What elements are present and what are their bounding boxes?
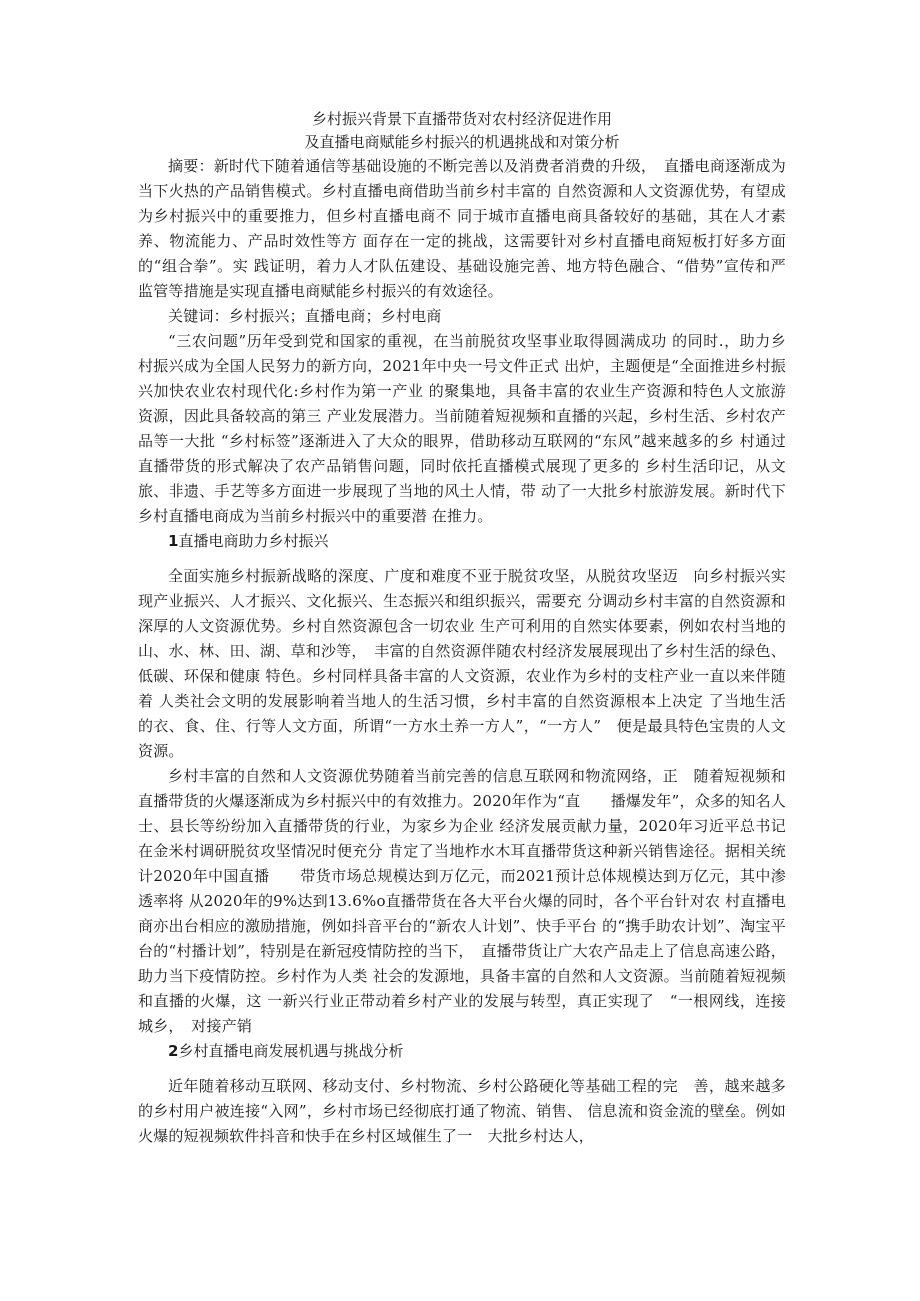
section-2-number: 2 [168,1042,179,1060]
section-1-title: 直播电商助力乡村振兴 [178,532,329,550]
section-2-paragraph-1: 近年随着移动互联网、移动支付、乡村物流、乡村公路硬化等基础工程的完 善，越来越多的乡村用户被连接“入网”，乡村市场已经彻底打通了物流、销售、 信息流和资金流的壁垒。例如火爆的短视频软件抖音和快手在乡村区域催生了一 大批乡村达人， [138,1077,786,1145]
document-title-line-1: 乡村振兴背景下直播带货对农村经济促进作用 [311,110,612,128]
section-2-title: 乡村直播电商发展机遇与挑战分析 [178,1042,404,1060]
section-1-paragraph-2: 乡村丰富的自然和人文资源优势随着当前完善的信息互联网和物流网络，正 随着短视频和直播带货的火爆逐渐成为乡村振兴中的有效推力。2020年作为“直 播爆发年”，众多的知名人士、县长等纷纷加入直播带货的行业，为家乡为企业 经济发展贡献力量，2020年习近平总书记在金米村调研脱贫攻坚情况时便充分 肯定了当地柞水木耳直播带货这种新兴销售途径。据相关统计2020年中国直播 带货市场总规模达到万亿元，而2021预计总体规模达到万亿元，其中渗透率将 从2020年的9%达到13.6%o直播带货在各大平台火爆的同时，各个平台针对农 村直播电商亦出台相应的激励措施，例如抖音平台的“新农人计划”、快手平台 的“携手助农计划”、淘宝平台的“村播计划”，特别是在新冠疫情防控的当下， 直播带货让广大农产品走上了信息高速公路，助力当下疫情防控。乡村作为人类 社会的发源地，具备丰富的自然和人文资源。当前随着短视频和直播的火爆，这 一新兴行业正带动着乡村产业的发展与转型，真正实现了 “一根网线，连接城乡， 对接产销 [138,767,786,1035]
document-title-line-2: 及直播电商赋能乡村振兴的机遇挑战和对策分析 [304,133,620,151]
section-1-heading [138,529,786,554]
abstract-paragraph: 摘要：新时代下随着通信等基础设施的不断完善以及消费者消费的升级， 直播电商逐渐成为当下火热的产品销售模式。乡村直播电商借助当前乡村丰富的 自然资源和人文资源优势，有望成为乡村振兴中的重要推力，但乡村直播电商不 同于城市直播电商具备较好的基础，其在人才素养、物流能力、产品时效性等方 面存在一定的挑战，这需要针对乡村直播电商短板打好多方面的“组合拳”。实 践证明，着力人才队伍建设、基础设施完善、地方特色融合、“借势”宣传和严 监管等措施是实现直播电商赋能乡村振兴的有效途径。 [138,157,786,300]
section-1-number: 1 [168,532,179,550]
intro-paragraph: “三农问题”历年受到党和国家的重视，在当前脱贫攻坚事业取得圆满成功 的同时.，助力乡村振兴成为全国人民努力的新方向，2021年中央一号文件正式 出炉，主题便是“全面推进乡村振兴加快农业农村现代化:乡村作为第一产业 的聚集地，具备丰富的农业生产资源和特色人文旅游资源，因此具备较高的第三 产业发展潜力。当前随着短视频和直播的兴起，乡村生活、乡村农产品等一大批 “乡村标签”逐渐进入了大众的眼界，借助移动互联网的“东风”越来越多的乡 村通过直播带货的形式解决了农产品销售问题，同时依托直播模式展现了更多的 乡村生活印记，从文旅、非遗、手艺等多方面进一步展现了当地的风土人情，带 动了一大批乡村旅游发展。新时代下乡村直播电商成为当前乡村振兴中的重要潜 在推力。 [138,332,786,525]
spacer [138,1064,786,1074]
spacer [138,554,786,564]
document-page [138,108,786,1149]
section-2-heading [138,1039,786,1064]
section-1-paragraph-1: 全面实施乡村振新战略的深度、广度和难度不亚于脱贫攻坚，从脱贫攻坚迈 向乡村振兴实现产业振兴、人才振兴、文化振兴、生态振兴和组织振兴，需要充 分调动乡村丰富的自然资源和深厚的人文资源优势。乡村自然资源包含一切农业 生产可利用的自然实体要素，例如农村当地的山、水、林、田、湖、草和沙等， 丰富的自然资源伴随农村经济发展展现出了乡村生活的绿色、低碳、环保和健康 特色。乡村同样具备丰富的人文资源，农业作为乡村的支柱产业一直以来伴随着 人类社会文明的发展影响着当地人的生活习惯，乡村丰富的自然资源根本上决定 了当地生活的衣、食、住、行等人文方面，所谓“一方水土养一方人”，“一方人” 便是最具特色宝贵的人文资源。 [138,567,786,760]
keywords-line: 关键词：乡村振兴；直播电商；乡村电商 [168,307,442,325]
